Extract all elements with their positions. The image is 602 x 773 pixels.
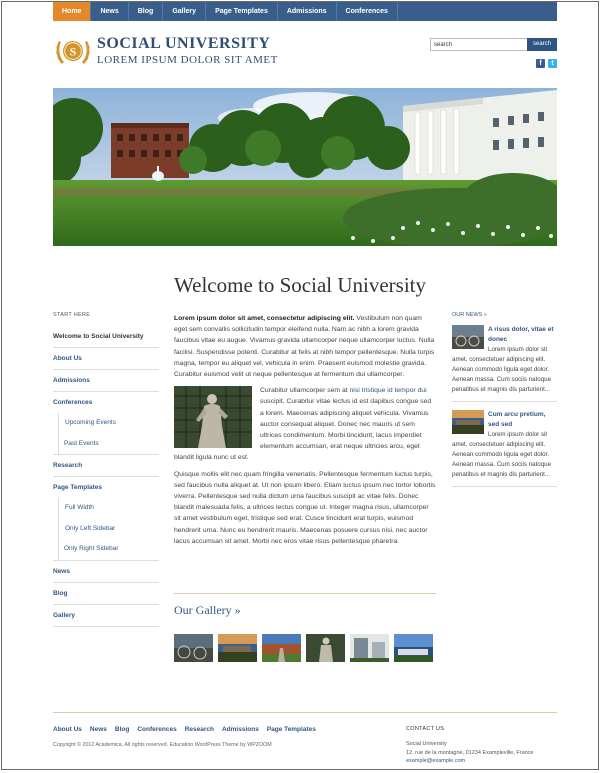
statue-image — [174, 386, 252, 448]
sidebar-item-conferences[interactable]: Conferences — [53, 399, 93, 406]
news-excerpt: Lorem ipsum dolor sit amet, consectetuer adipiscing elit. Aenean commodo ligula eget dolor. Aenean massa. Cum sociis natoque penatibus et magnis dis parturient... — [452, 346, 552, 393]
main-content — [174, 313, 436, 552]
campus-hero-image — [53, 88, 557, 246]
search-button[interactable]: search — [527, 38, 557, 51]
sidebar-item-research[interactable]: Research — [53, 455, 159, 477]
news-thumbnail[interactable] — [452, 410, 484, 434]
footer-navigation — [53, 726, 316, 733]
contact-address: 12, rue de la montagne, 01234 Exampleville, France — [406, 749, 534, 756]
lead-text: Lorem ipsum dolor sit amet, consectetur adipiscing elit. — [174, 315, 355, 322]
our-news-heading-link[interactable]: OUR NEWS » — [452, 312, 487, 318]
sidebar-sub-only-left-sidebar[interactable]: Only Left Sidebar — [58, 519, 159, 540]
gallery-thumbnails — [174, 634, 433, 662]
search-input[interactable] — [430, 38, 532, 51]
gallery-thumb[interactable] — [174, 634, 213, 662]
twitter-icon[interactable]: t — [548, 59, 557, 68]
sidebar-item-blog[interactable]: Blog — [53, 583, 159, 605]
paragraph-2-text: suscipit. Curabitur vitae lectus id est dapibus congue sed a lorem. Maecenas adipiscing aliquet vehicula. Vivamus auctor consequat aliquet. Donec nec mauris ut sem ultrices condimentum. Morbi tincidunt, lacus imperdiet elementum accumsan, erat neque ultricies arcu, eget blandit ligula nunc ut est. — [174, 398, 432, 462]
contact-heading: CONTACT US — [406, 726, 445, 732]
nav-news[interactable]: News — [91, 2, 128, 21]
sidebar-sub-upcoming-events[interactable]: Upcoming Events — [58, 413, 159, 434]
right-sidebar — [452, 312, 557, 495]
footer-link-conferences[interactable]: Conferences — [137, 726, 177, 733]
nav-gallery[interactable]: Gallery — [163, 2, 206, 21]
footer-link-page-templates[interactable]: Page Templates — [266, 726, 316, 733]
nav-admissions[interactable]: Admissions — [278, 2, 337, 21]
content-divider — [174, 593, 436, 594]
page-frame — [1, 1, 599, 770]
contact-email-link[interactable]: example@example.com — [406, 758, 466, 764]
footer-link-news[interactable]: News — [89, 726, 107, 733]
nav-page-templates[interactable]: Page Templates — [206, 2, 278, 21]
nav-conferences[interactable]: Conferences — [337, 2, 398, 21]
sidebar-sub-past-events[interactable]: Past Events — [53, 434, 159, 456]
sidebar-item-welcome[interactable]: Welcome to Social University — [53, 326, 159, 348]
nav-blog[interactable]: Blog — [129, 2, 164, 21]
sidebar-start-label: START HERE — [53, 312, 91, 318]
svg-text:S: S — [69, 44, 77, 59]
news-title-link[interactable]: Cum arcu pretium, sed sed — [488, 411, 546, 428]
sidebar-item-gallery[interactable]: Gallery — [53, 605, 159, 627]
footer-divider — [53, 712, 557, 713]
site-title[interactable]: SOCIAL UNIVERSITY — [97, 35, 271, 52]
gallery-thumb[interactable] — [262, 634, 301, 662]
gallery-thumb[interactable] — [306, 634, 345, 662]
top-navigation — [53, 2, 557, 21]
paragraph-1 — [174, 313, 436, 380]
paragraph-3: Quisque mollis elit nec quam fringilla venenatis. Pellentesque fermentum luctus turpis, sed faucibus nulla aliquet at. Ut non ipsum libero. Etiam luctus ipsum nec tortor lobortis viverra. Pellentesque sed nulla dictum urna faucibus suscipit ac vitae felis. Donec blandit malesuada felis, a ultrices lectus congue ut. Integer magna risus, ullamcorper sit amet vestibulum eget, tristique sed erat. Cusce tincidunt erat turpis, euismod hendrerit urna. Nunc eu hendrerit mauris. Maecenas posuere cursus nisi, nec auctor lacus accumsan sit amet. Morbi nec eros vitae risus pellentesque pharetra. — [174, 470, 436, 545]
sidebar-item-about-us[interactable]: About Us — [53, 348, 159, 370]
left-sidebar — [53, 312, 159, 627]
site-tagline: LOREM IPSUM DOLOR SIT AMET — [97, 54, 278, 66]
contact-details — [406, 740, 534, 766]
footer-link-about-us[interactable]: About Us — [53, 726, 82, 733]
footer-link-research[interactable]: Research — [184, 726, 214, 733]
sidebar-sub-only-right-sidebar[interactable]: Only Right Sidebar — [53, 539, 159, 561]
gallery-thumb[interactable] — [218, 634, 257, 662]
paragraph-2 — [174, 385, 436, 463]
sidebar-item-news[interactable]: News — [53, 561, 159, 583]
gallery-heading-link[interactable]: Our Gallery » — [174, 603, 241, 617]
gallery-thumb[interactable] — [394, 634, 433, 662]
copyright-text: Copyright © 2012 Academica. All rights reserved. Education WordPress Theme by WPZOOM — [53, 742, 272, 748]
nav-home[interactable]: Home — [53, 2, 91, 21]
news-title-link[interactable]: A risus dolor, vitae et donec — [488, 326, 554, 343]
paragraph-2-start: Curabitur ullamcorper sem at — [260, 387, 350, 395]
facebook-icon[interactable]: f — [536, 59, 545, 68]
news-item — [452, 410, 557, 487]
welcome-heading: Welcome to Social University — [174, 273, 426, 297]
news-item — [452, 325, 557, 402]
footer-link-admissions[interactable]: Admissions — [221, 726, 259, 733]
gallery-thumb[interactable] — [350, 634, 389, 662]
paragraph-2-link[interactable]: nisi tristique id tempor dui — [349, 387, 427, 395]
university-seal-logo[interactable] — [54, 34, 92, 70]
sidebar-sub-full-width[interactable]: Full Width — [58, 498, 159, 519]
paragraph-1-text: Vestibulum non quam eget sem convallis sollicitudin tempor eleifend nulla. Nam ac nibh a lorem gravida faucibus vitae eu augue. Vivamus gravida ullamcorper neque ullamcorper luctus. Nulla facilisi. Suspendisse potenti. Curabitur at felis at nibh tempor pellentesque. Nulla turpis magna, tempor eu aliquet vel, vehicula in enim. Praesent euismod molestie gravida. Curabitur euismod velit ut neque pellentesque at fermentum dui ullamcorper. — [174, 315, 435, 379]
news-thumbnail[interactable] — [452, 325, 484, 349]
footer-link-blog[interactable]: Blog — [114, 726, 130, 733]
sidebar-item-page-templates[interactable]: Page Templates — [53, 484, 103, 491]
sidebar-item-admissions[interactable]: Admissions — [53, 370, 159, 392]
news-excerpt: Lorem ipsum dolor sit amet, consectetuer adipiscing elit. Aenean commodo ligula eget dolor. Aenean massa. Cum sociis natoque penatibus et magnis dis parturient... — [452, 431, 552, 478]
contact-name: Social University — [406, 741, 447, 747]
